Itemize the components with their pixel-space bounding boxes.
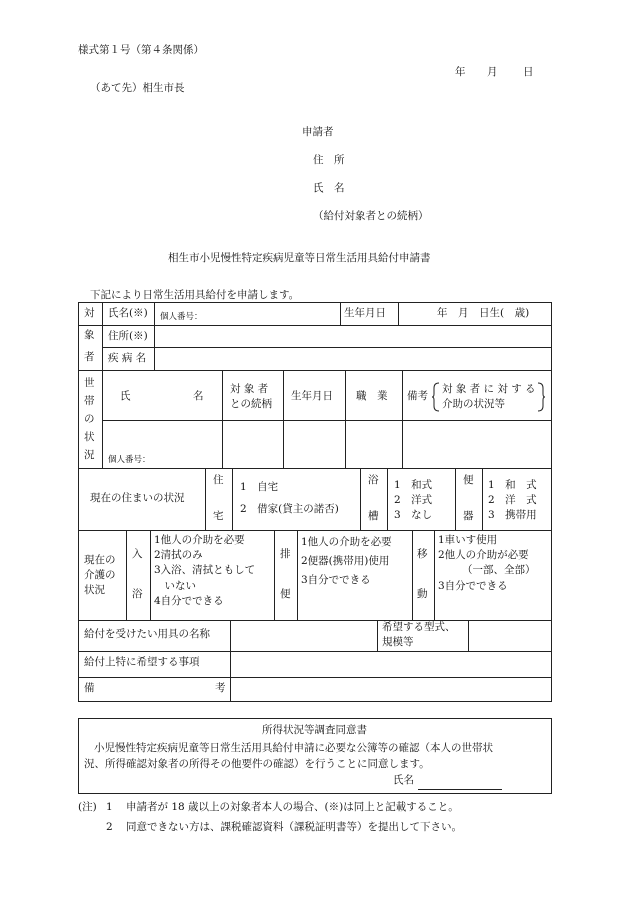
living-house-side-2: 宅 (213, 510, 224, 522)
living-toilet-side-1: 便 (463, 474, 474, 486)
living-house-option-2: 2 借家(貸主の諾否) (240, 503, 339, 515)
intro-text: 下記により日常生活用具給付を申請します。 (90, 289, 300, 301)
requested-model-label-1: 希望する型式、 (382, 621, 456, 633)
household-col-relation-2: との続柄 (230, 398, 272, 410)
care-bath-options: 1他人の介助を必要 2清拭のみ 3入浴、清拭ともして いない 4自分でできる (154, 534, 256, 607)
household-remarks-note-2: 介助の状況等 (442, 398, 505, 410)
living-house-option-1: 1 自宅 (240, 481, 279, 493)
subject-name-label: 氏名(※) (108, 307, 148, 319)
living-house-side-1: 住 (213, 474, 224, 486)
remarks-bracket-left-icon (432, 382, 440, 412)
household-col-dob: 生年月日 (291, 390, 333, 402)
note-2-number: 2 (106, 821, 113, 833)
household-col-job: 職 業 (356, 390, 388, 402)
household-col-remarks: 備考 (407, 390, 428, 402)
subject-disease-label: 疾 病 名 (108, 352, 147, 364)
subject-mynumber-label: 個人番号： (160, 312, 203, 322)
care-bath-side-1: 入 (132, 548, 143, 560)
living-bath-side-1: 浴 (368, 474, 379, 486)
living-bath-options: 1 和式 2 洋式 3 なし (394, 479, 433, 522)
addressee: （あて先）相生市長 (90, 82, 185, 94)
date-day: 日 (523, 66, 534, 78)
consent-name-label: 氏名 (393, 774, 414, 786)
living-toilet-side-2: 器 (463, 510, 474, 522)
note-1-text: 申請者が 18 歳以上の対象者本人の場合、(※)は同上と記載すること。 (126, 801, 459, 813)
subject-dob-value: 年 月 日生( 歳) (437, 307, 530, 319)
consent-signature-line (418, 789, 502, 790)
care-label: 現在の 介護の 状況 (84, 554, 116, 597)
consent-body-line-1: 小児慢性特定疾病児童等日常生活用具給付申請に必要な公簿等の確認（本人の世帯状 (94, 742, 493, 754)
household-col-relation-1: 対 象 者 (230, 383, 269, 395)
living-bath-side-2: 槽 (368, 510, 379, 522)
form-title: 相生市小児慢性特定疾病児童等日常生活用具給付申請書 (168, 252, 431, 264)
requested-remarks-right: 考 (215, 682, 226, 694)
applicant-relation: （給付対象者との続柄） (313, 210, 429, 222)
care-excretion-side-1: 排 (280, 548, 291, 560)
care-move-options: 1車いす使用 2他人の介助が必要 （一部、全部） 3自分でできる (438, 534, 536, 592)
consent-body-line-2: 況、所得確認対象者の所得その他要件の確認）を行うことに同意します。 (84, 758, 430, 770)
household-mynumber-label: 個人番号： (108, 455, 151, 465)
care-excretion-options: 1他人の介助を必要 2便器(携帯用)使用 3自分でできる (301, 536, 392, 586)
household-side-label: 世 帯 の 状 況 (84, 377, 95, 461)
requested-remarks-left: 備 (84, 682, 95, 694)
note-1-number: 1 (106, 801, 113, 813)
form-number: 様式第１号（第４条関係） (78, 44, 204, 56)
care-move-side-2: 動 (417, 588, 428, 600)
applicant-label: 申請者 (302, 126, 334, 138)
requested-item-label: 給付を受けたい用具の名称 (84, 628, 210, 640)
consent-title: 所得状況等調査同意書 (262, 724, 367, 736)
applicant-address: 住 所 (313, 154, 345, 166)
care-bath-side-2: 浴 (132, 588, 143, 600)
household-remarks-note-1: 対 象 者 に 対 す る (442, 383, 536, 395)
care-move-side-1: 移 (417, 548, 428, 560)
care-excretion-side-2: 便 (280, 588, 291, 600)
household-col-name-left: 氏 (120, 390, 131, 402)
remarks-bracket-right-icon (537, 382, 545, 412)
living-label: 現在の住まいの状況 (90, 492, 185, 504)
notes-prefix: (注) (78, 801, 97, 813)
household-col-name-right: 名 (193, 390, 204, 402)
date-month: 月 (487, 66, 498, 78)
requested-model-label-2: 規模等 (382, 636, 414, 648)
living-toilet-options: 1 和 式 2 洋 式 3 携帯用 (488, 479, 537, 522)
applicant-name: 氏 名 (313, 182, 345, 194)
date-year: 年 (455, 66, 466, 78)
note-2-text: 同意できない方は、課税確認資料（課税証明書等）を提出して下さい。 (126, 821, 462, 833)
subject-side-label: 対 象 者 (84, 307, 95, 363)
subject-address-label: 住所(※) (108, 330, 148, 342)
requested-wish-label: 給付上特に希望する事項 (84, 656, 200, 668)
subject-dob-label: 生年月日 (344, 307, 386, 319)
